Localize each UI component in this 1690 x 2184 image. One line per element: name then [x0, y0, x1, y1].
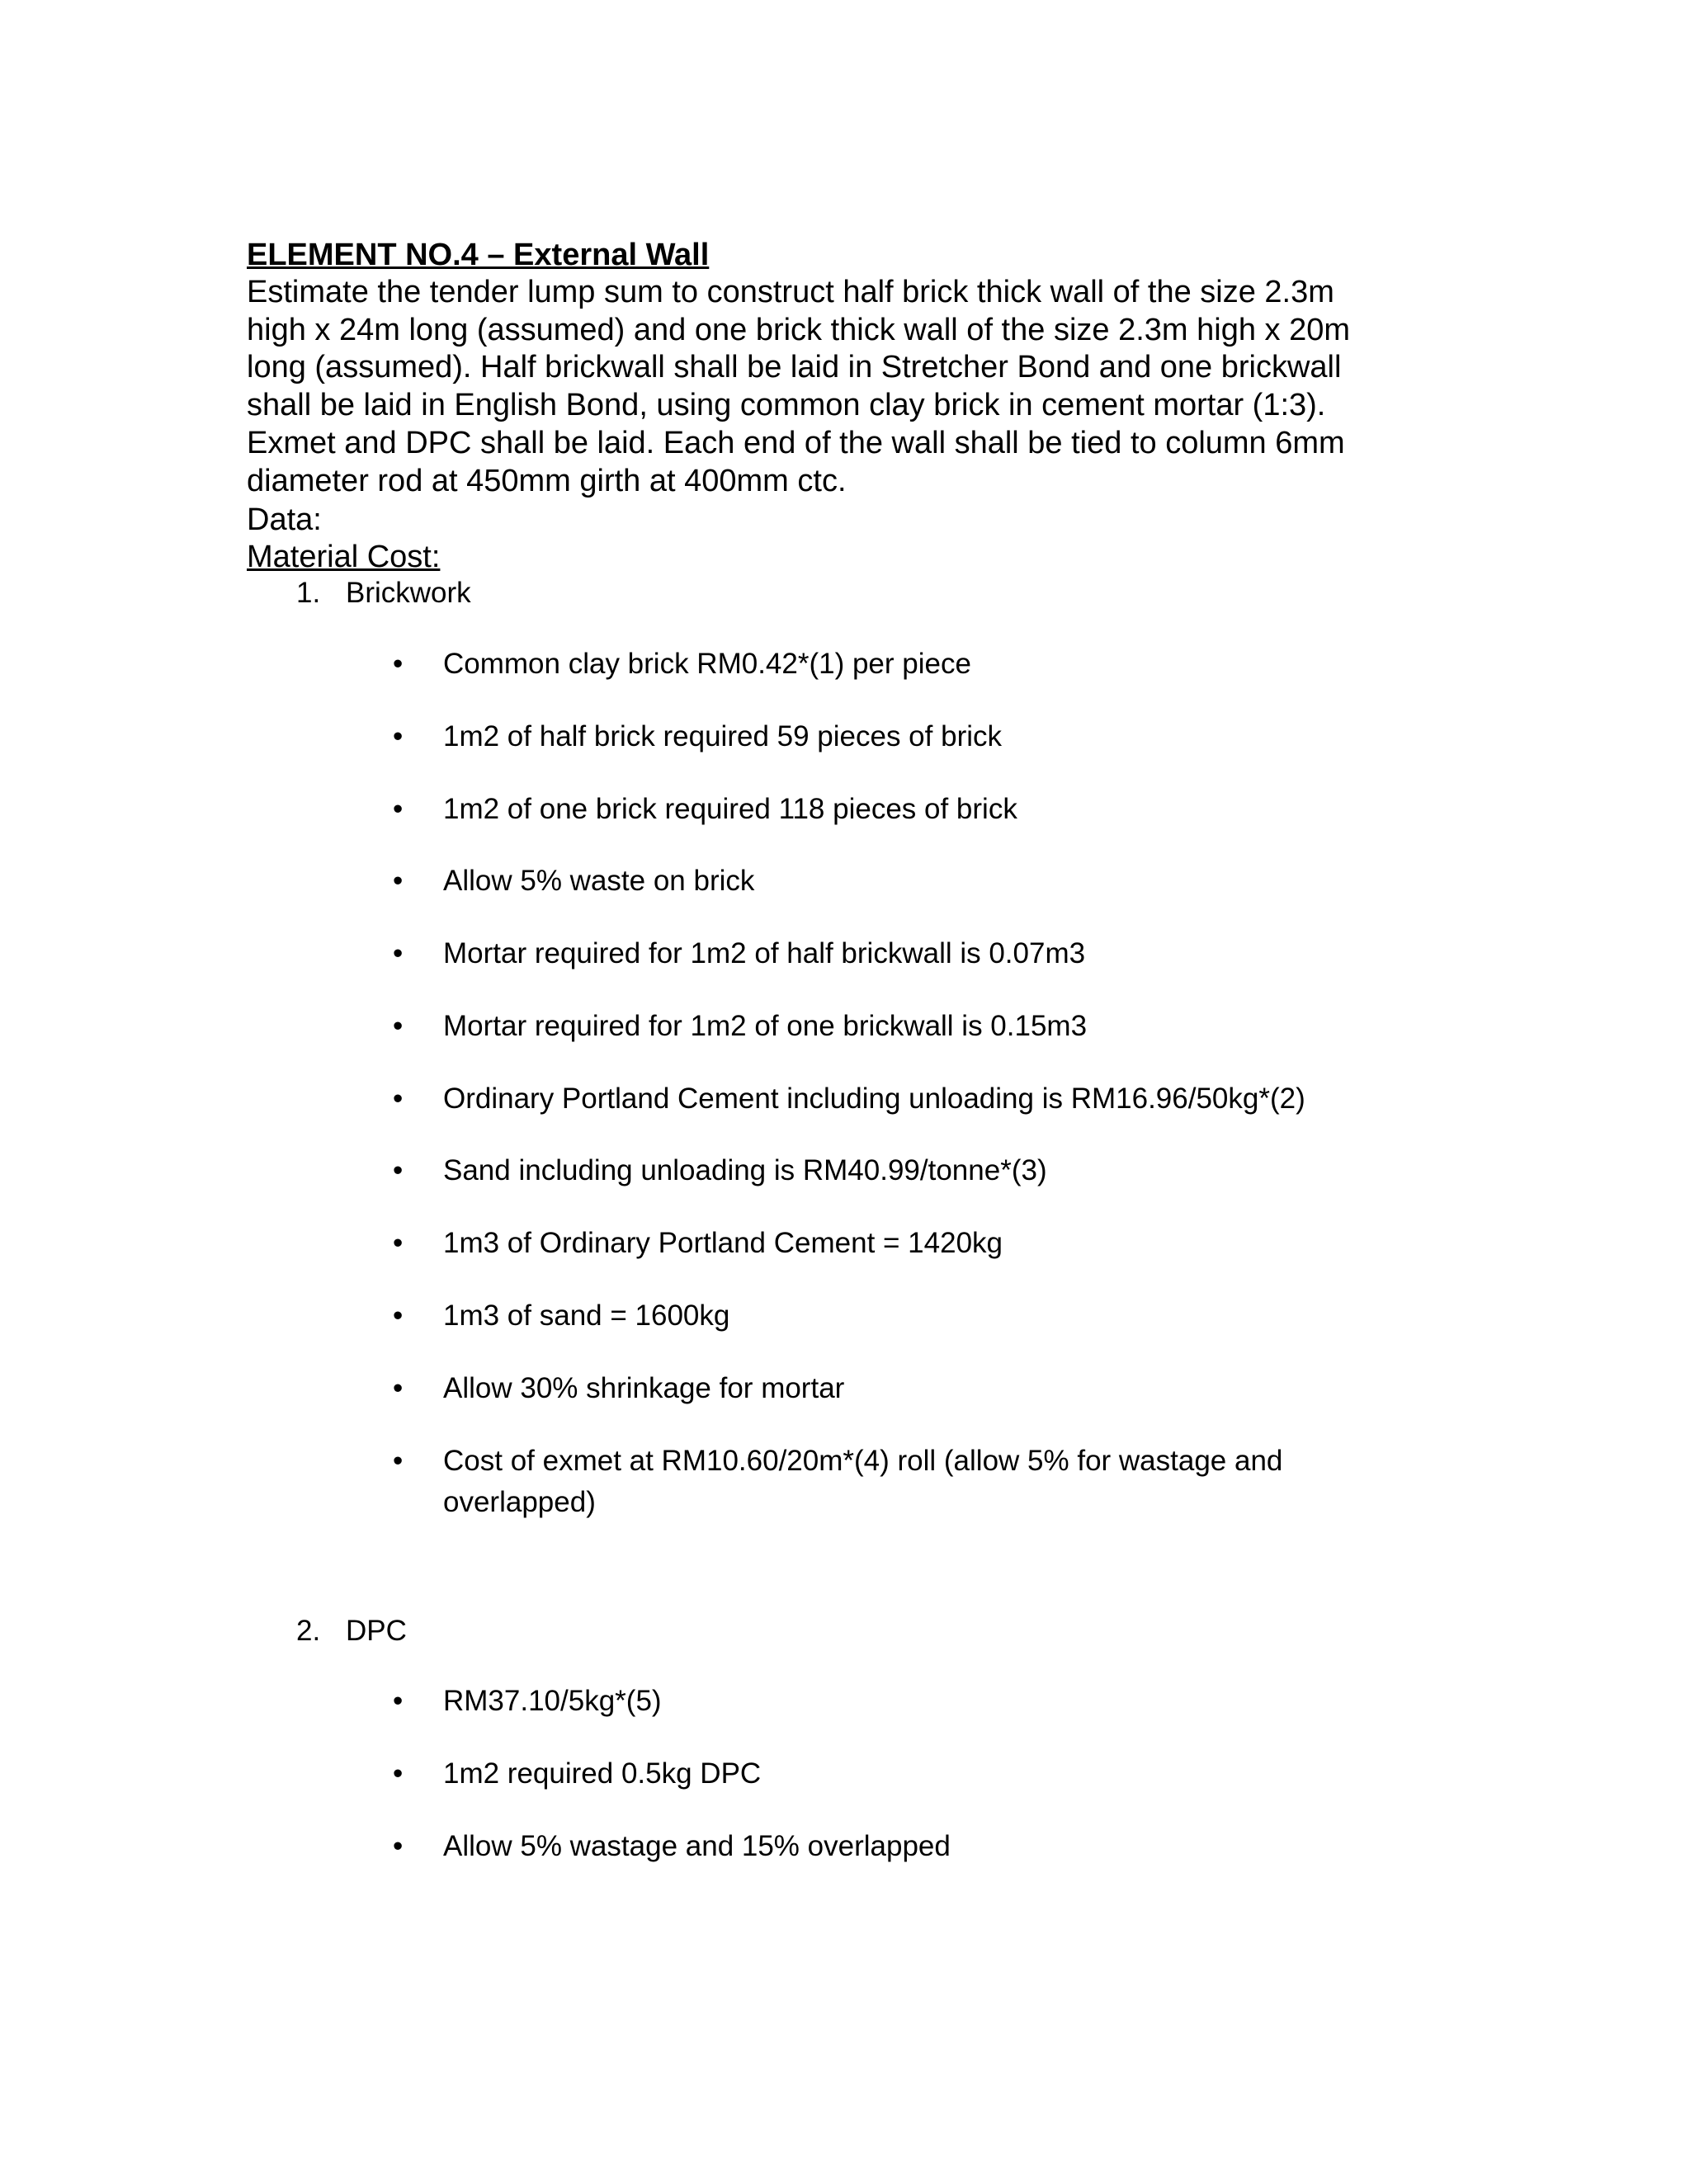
list-item-text: 1m3 of sand = 1600kg: [443, 1300, 730, 1332]
list-item-text: Sand including unloading is RM40.99/tonne*(3): [443, 1154, 1047, 1186]
bullet-icon: •: [393, 1757, 404, 1790]
bullet-icon: •: [393, 1010, 404, 1042]
data-label: Data:: [247, 502, 322, 537]
bullet-icon: •: [393, 648, 404, 680]
intro-paragraph: [247, 274, 1468, 500]
intro-line: diameter rod at 450mm girth at 400mm ctc.: [247, 463, 847, 498]
bullet-icon: •: [393, 1083, 404, 1115]
section-brickwork-heading: [296, 575, 471, 611]
bullet-icon: •: [393, 937, 404, 969]
intro-line: shall be laid in English Bond, using common clay brick in cement mortar (1:3).: [247, 388, 1326, 423]
bullet-icon: •: [393, 1830, 404, 1862]
section-number: 2.: [296, 1615, 321, 1647]
list-item-text: Mortar required for 1m2 of half brickwall is 0.07m3: [443, 937, 1086, 969]
element-heading: ELEMENT NO.4 – External Wall: [247, 238, 710, 272]
list-item-text: 1m2 required 0.5kg DPC: [443, 1757, 762, 1790]
bullet-icon: •: [393, 1154, 404, 1186]
bullet-icon: •: [393, 1685, 404, 1717]
section-number: 1.: [296, 577, 321, 609]
list-item-text: Mortar required for 1m2 of one brickwall is 0.15m3: [443, 1010, 1088, 1042]
list-item-text: Ordinary Portland Cement including unloading is RM16.96/50kg*(2): [443, 1083, 1305, 1115]
bullet-icon: •: [393, 865, 404, 897]
bullet-icon: •: [393, 1372, 404, 1404]
section-title: DPC: [346, 1615, 407, 1647]
section-title: Brickwork: [346, 577, 471, 609]
list-item-text: 1m2 of one brick required 118 pieces of brick: [443, 793, 1017, 825]
list-item-text: Allow 5% wastage and 15% overlapped: [443, 1830, 951, 1862]
list-item-text: 1m3 of Ordinary Portland Cement = 1420kg: [443, 1227, 1003, 1259]
intro-line: Estimate the tender lump sum to construct half brick thick wall of the size 2.3m: [247, 275, 1334, 309]
list-item-text: Common clay brick RM0.42*(1) per piece: [443, 648, 971, 680]
intro-line: long (assumed). Half brickwall shall be laid in Stretcher Bond and one brickwall: [247, 350, 1342, 385]
material-cost-label: Material Cost:: [247, 540, 441, 574]
bullet-icon: •: [393, 793, 404, 825]
list-item-text: RM37.10/5kg*(5): [443, 1685, 662, 1717]
bullet-icon: •: [393, 1300, 404, 1332]
bullet-icon: •: [393, 1227, 404, 1259]
list-item-text: 1m2 of half brick required 59 pieces of brick: [443, 720, 1002, 752]
section-dpc-heading: [296, 1613, 407, 1649]
list-item-text: Allow 5% waste on brick: [443, 865, 755, 897]
intro-line: Exmet and DPC shall be laid. Each end of the wall shall be tied to column 6mm: [247, 425, 1345, 460]
intro-line: high x 24m long (assumed) and one brick thick wall of the size 2.3m high x 20m: [247, 312, 1350, 347]
list-item-text: Allow 30% shrinkage for mortar: [443, 1372, 845, 1404]
bullet-icon: •: [393, 1445, 404, 1477]
bullet-icon: •: [393, 720, 404, 752]
list-item-text: Cost of exmet at RM10.60/20m*(4) roll (allow 5% for wastage and overlapped): [443, 1445, 1283, 1518]
